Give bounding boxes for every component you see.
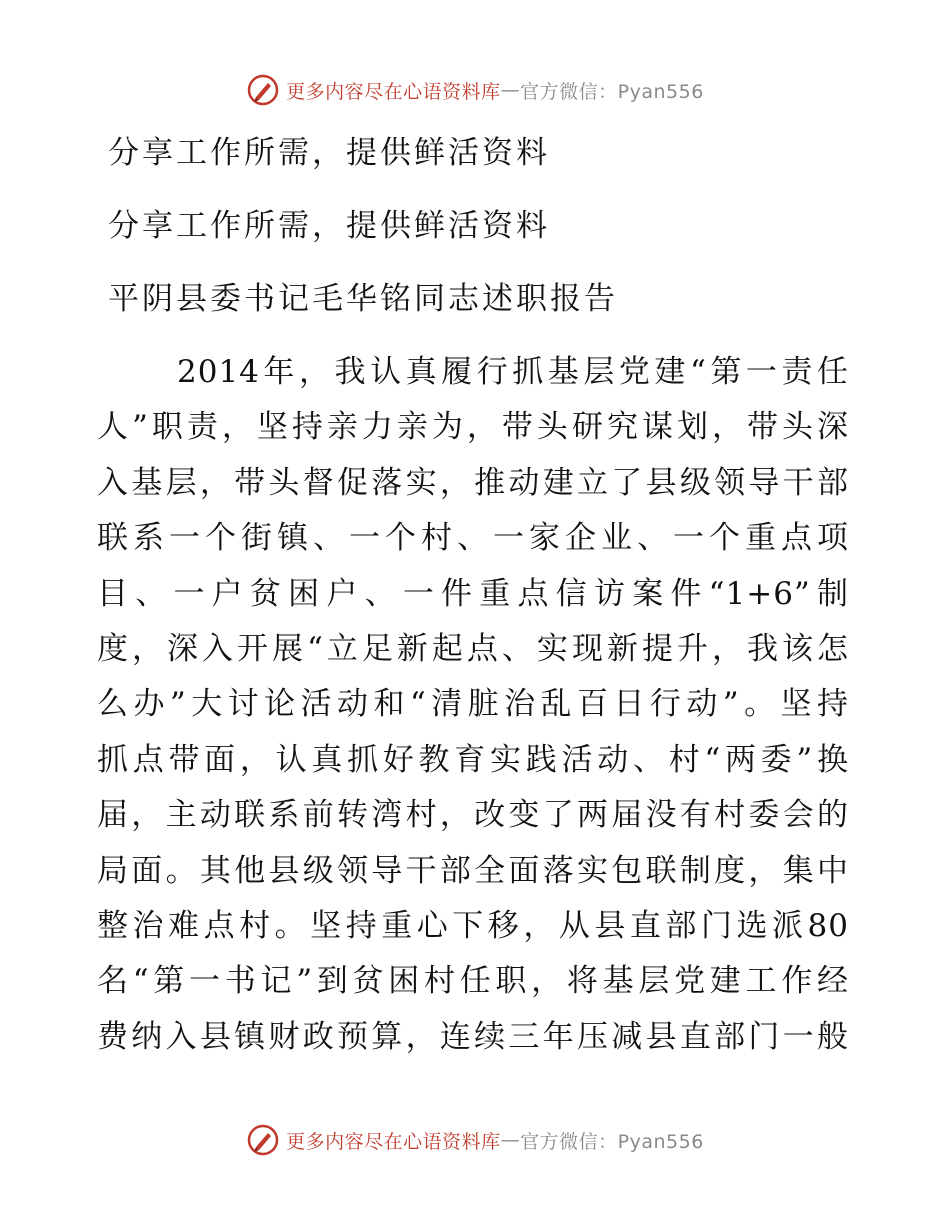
- pen-circle-icon: [246, 1123, 280, 1157]
- watermark-contact: 官方微信：Pyan556: [520, 1130, 704, 1153]
- body-line: 届，主动联系前转湾村，改变了两届没有村委会的: [97, 797, 849, 834]
- watermark-brand: 更多内容尽在心语资料库: [286, 80, 501, 103]
- watermark-header: [0, 70, 950, 110]
- body-line: 局面。其他县级领导干部全面落实包联制度，集中: [97, 852, 849, 889]
- body-line: 抓点带面，认真抓好教育实践活动、村“两委”换: [97, 741, 849, 778]
- body-line: 整治难点村。坚持重心下移，从县直部门选派80: [97, 907, 849, 944]
- watermark-separator: —: [500, 79, 521, 101]
- body-line: 目、一户贫困户、一件重点信访案件“1+6”制: [97, 575, 849, 612]
- report-body-paragraph: [97, 345, 849, 1065]
- heading-line-1: 分享工作所需，提供鲜活资料: [108, 135, 550, 171]
- pen-circle-icon: [246, 73, 280, 107]
- body-line: 名“第一书记”到贫困村任职，将基层党建工作经: [97, 963, 849, 1000]
- watermark-contact: 官方微信：Pyan556: [520, 80, 704, 103]
- watermark-separator: —: [500, 1129, 521, 1151]
- body-line: 人”职责，坚持亲力亲为，带头研究谋划，带头深: [97, 409, 849, 446]
- body-line: 么办”大讨论活动和“清脏治乱百日行动”。坚持: [97, 686, 849, 723]
- watermark-footer: [0, 1120, 950, 1160]
- body-line: 2014年，我认真履行抓基层党建“第一责任: [177, 354, 849, 390]
- body-line: 度，深入开展“立足新起点、实现新提升，我该怎: [97, 630, 849, 667]
- heading-line-2: 分享工作所需，提供鲜活资料: [108, 208, 550, 244]
- body-line: 联系一个街镇、一个村、一家企业、一个重点项: [97, 520, 849, 557]
- report-title: 平阴县委书记毛华铭同志述职报告: [108, 281, 618, 317]
- body-line: 费纳入县镇财政预算，连续三年压减县直部门一般: [97, 1018, 849, 1055]
- body-line: 入基层，带头督促落实，推动建立了县级领导干部: [97, 464, 849, 501]
- watermark-brand: 更多内容尽在心语资料库: [286, 1130, 501, 1153]
